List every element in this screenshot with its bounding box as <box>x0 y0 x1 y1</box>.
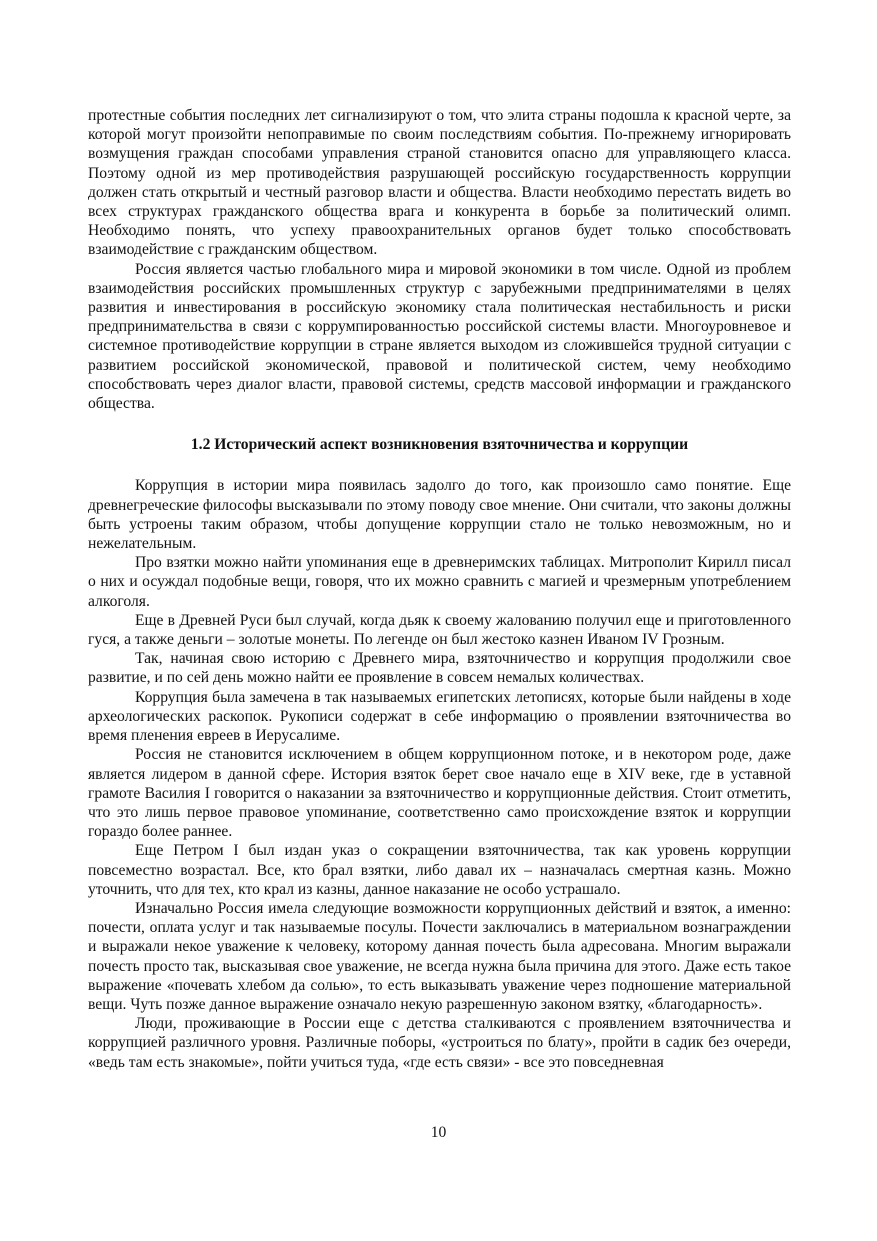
paragraph-ancient-greece: Коррупция в истории мира появилась задолго до того, как произошло само понятие. Еще древнегреческие философы высказывали по этому поводу свое мнение. Они считали, что законы должны быть устроены таким образом, чтобы допущение коррупции стало не только невозможным, но и нежелательным. <box>88 477 791 553</box>
paragraph-childhood: Люди, проживающие в России еще с детства сталкиваются с проявлением взяточничества и коррупцией различного уровня. Различные поборы, «устроиться по блату», пройти в садик без очереди, «ведь там есть знакомые», пойти учиться туда, «где есть связи» - все это повседневная <box>88 1015 791 1071</box>
page-number: 10 <box>430 1124 447 1141</box>
paragraph-peter-i: Еще Петром I был издан указ о сокращении взяточничества, так как уровень коррупции повсеместно возрастал. Все, кто брал взятки, либо давал их – назначалась смертная казнь. Можно уточнить, что для тех, кто крал из казны, данное наказание не особо устрашало. <box>88 842 791 898</box>
section-heading: 1.2 Исторический аспект возникновения взяточничества и коррупции <box>190 436 689 454</box>
paragraph-continuation: протестные события последних лет сигнализируют о том, что элита страны подошла к красной черте, за которой могут произойти непоправимые по своим последствиям события. По-прежнему игнорировать возмущения граждан способами управления страной становится опасно для управляющего класса. Поэтому одной из мер противодействия разрушающей российскую государственность коррупции должен стать открытый и честный разговор власти и общества. Власти необходимо перестать видеть во всех структурах гражданского общества врага и конкурента в борьбе за политический олимп. Необходимо понять, что успеху правоохранительных органов будет только способствовать взаимодействие с гражданским обществом. <box>88 107 791 259</box>
paragraph-russia-global: Россия является частью глобального мира и мировой экономики в том числе. Одной из проблем взаимодействия российских промышленных структур с зарубежными предпринимателями в целях развития и инвестирования в российскую экономику стала политическая нестабильность и риски предпринимательства в связи с коррумпированностью российской системы власти. Многоуровневое и системное противодействие коррупции в стране является выходом из сложившейся трудной ситуации с развитием российской экономической, правовой и политической систем, чему необходимо способствовать через диалог власти, правовой системы, средств массовой информации и гражданского общества. <box>88 260 791 413</box>
paragraph-egypt: Коррупция была замечена в так называемых египетских летописях, которые были найдены в ходе археологических раскопок. Рукописи содержат в себе информацию о проявлении взяточничества во время пленения евреев в Иерусалиме. <box>88 688 791 745</box>
paragraph-ancient-rome: Про взятки можно найти упоминания еще в древнеримских таблицах. Митрополит Кирилл писал о них и осуждал подобные вещи, говоря, что их можно сравнить с магией и чрезмерным употреблением алкоголя. <box>88 554 791 610</box>
paragraph-honors: Изначально Россия имела следующие возможности коррупционных действий и взяток, а именно: почести, оплата услуг и так называемые посулы. Почести заключались в материальном вознаграждении и выражали некое уважение к человеку, которому данная почесть была адресована. Многим выражали почесть просто так, высказывая свое уважение, не всегда нужна была причина для этого. Даже есть такое выражение «почевать хлебом да солью», то есть выказывать уважение через подношение материальной вещи. Чуть позже данное выражение означало некую разрешенную законом взятку, «благодарность». <box>88 899 791 1013</box>
paragraph-russia-xiv: Россия не становится исключением в общем коррупционном потоке, и в некотором роде, даже является лидером в данной сфере. История взяток берет свое начало еще в XIV веке, где в уставной грамоте Василия I говорится о наказании за взяточничество и коррупционные действия. Стоит отметить, что это лишь первое правовое упоминание, соответственно само происхождение взяток и коррупции гораздо более раннее. <box>88 746 791 841</box>
paragraph-ancient-rus: Еще в Древней Руси был случай, когда дьяк к своему жалованию получил еще и приготовленного гуся, а также деньги – золотые монеты. По легенде он был жестоко казнен Иваном IV Грозным. <box>88 611 791 649</box>
paragraph-history-continued: Так, начиная свою историю с Древнего мира, взяточничество и коррупция продолжили свое развитие, и по сей день можно найти ее проявление в совсем немалых количествах. <box>88 650 791 687</box>
document-page <box>88 106 791 1072</box>
